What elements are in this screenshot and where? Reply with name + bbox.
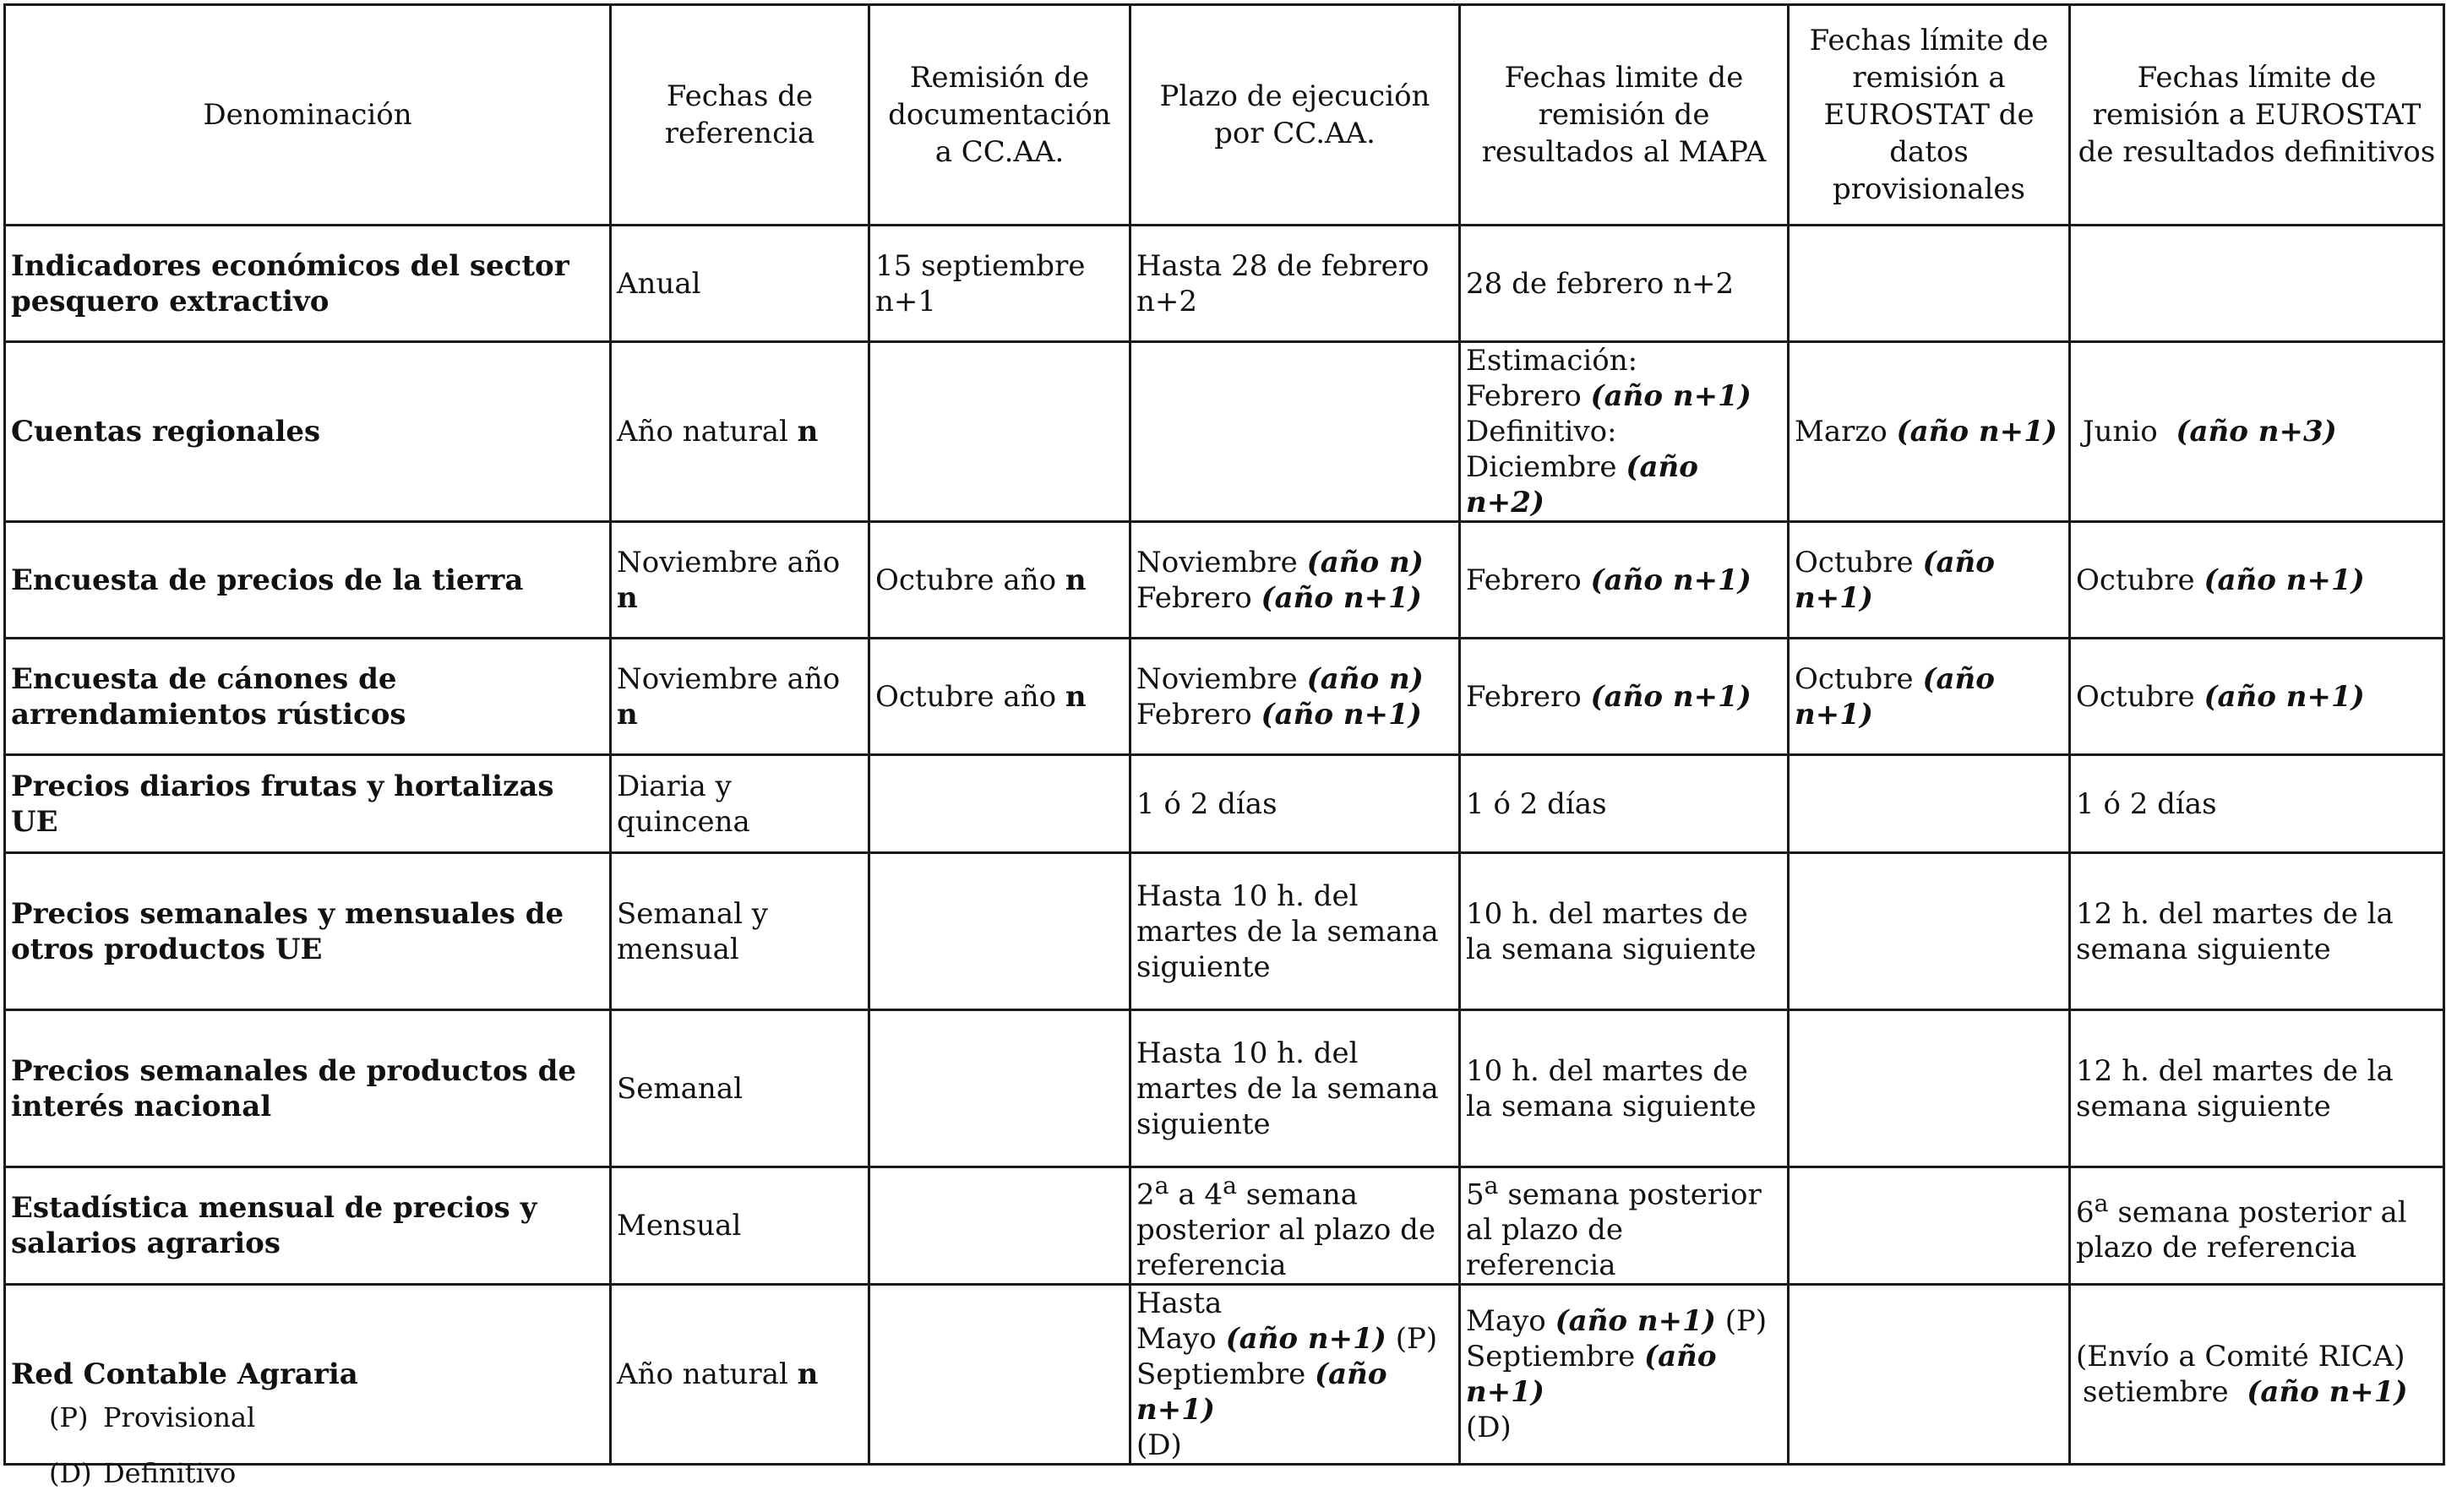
cell-prov (1789, 1285, 2070, 1465)
cell-doc: 15 septiembre n+1 (869, 226, 1130, 342)
cell-ref: Año natural n (611, 342, 869, 522)
cell-doc (869, 755, 1130, 853)
cell-plazo: Hasta 28 de febrero n+2 (1130, 226, 1460, 342)
col-header-eurostat-provisionales: Fechas límite de remisión a EUROSTAT de datos provisionales (1789, 5, 2070, 226)
table-row (5, 1167, 2444, 1285)
cell-prov: Octubre (año n+1) (1789, 522, 2070, 639)
cell-ref: Mensual (611, 1167, 869, 1285)
row-name: Cuentas regionales (5, 342, 611, 522)
cell-plazo: Noviembre (año n) Febrero (año n+1) (1130, 639, 1460, 755)
cell-plazo: Hasta 10 h. del martes de la semana siguiente (1130, 853, 1460, 1010)
cell-doc (869, 342, 1130, 522)
cell-ref: Anual (611, 226, 869, 342)
cell-doc: Octubre año n (869, 639, 1130, 755)
cell-mapa: 1 ó 2 días (1460, 755, 1789, 853)
cell-plazo: Hasta Mayo (año n+1) (P) Septiembre (año n+1) (D) (1130, 1285, 1460, 1465)
table-row (5, 1010, 2444, 1167)
row-name: Precios semanales de productos de interés nacional (5, 1010, 611, 1167)
cell-mapa: 5$^a$ semana posterior al plazo de referencia (1460, 1167, 1789, 1285)
table-row (5, 853, 2444, 1010)
header-row (5, 5, 2444, 226)
row-name: Indicadores económicos del sector pesquero extractivo (5, 226, 611, 342)
row-name: Precios semanales y mensuales de otros productos UE (5, 853, 611, 1010)
col-header-plazo-ejecucion: Plazo de ejecución por CC.AA. (1130, 5, 1460, 226)
cell-ref: Semanal (611, 1010, 869, 1167)
col-header-fechas-referencia: Fechas de referencia (611, 5, 869, 226)
cell-mapa: 10 h. del martes de la semana siguiente (1460, 1010, 1789, 1167)
cell-doc: Octubre año n (869, 522, 1130, 639)
row-name: Estadística mensual de precios y salarios agrarios (5, 1167, 611, 1285)
row-name: Precios diarios frutas y hortalizas UE (5, 755, 611, 853)
cell-def: (Envío a Comité RICA) setiembre (año n+1) (2070, 1285, 2444, 1465)
cell-def: Octubre (año n+1) (2070, 639, 2444, 755)
row-name: Encuesta de precios de la tierra (5, 522, 611, 639)
cell-plazo: 2$^a$ a 4$^a$ semana posterior al plazo de referencia (1130, 1167, 1460, 1285)
cell-def (2070, 226, 2444, 342)
cell-mapa: 10 h. del martes de la semana siguiente (1460, 853, 1789, 1010)
cell-def: 1 ó 2 días (2070, 755, 2444, 853)
table-row (5, 226, 2444, 342)
table-row (5, 522, 2444, 639)
cell-ref: Diaria y quincena (611, 755, 869, 853)
footnote-provisional: (P) Provisional (49, 1401, 256, 1433)
cell-mapa: Estimación: Febrero (año n+1) Definitivo: Diciembre (año n+2) (1460, 342, 1789, 522)
cell-def: 6$^a$ semana posterior al plazo de referencia (2070, 1167, 2444, 1285)
table-row (5, 1285, 2444, 1465)
col-header-remision-mapa: Fechas limite de remisión de resultados al MAPA (1460, 5, 1789, 226)
cell-prov: Octubre (año n+1) (1789, 639, 2070, 755)
cell-prov (1789, 1010, 2070, 1167)
cell-ref: Año natural n (611, 1285, 869, 1465)
cell-def: 12 h. del martes de la semana siguiente (2070, 853, 2444, 1010)
cell-doc (869, 1167, 1130, 1285)
table-row (5, 639, 2444, 755)
cell-ref: Semanal y mensual (611, 853, 869, 1010)
cell-prov (1789, 755, 2070, 853)
cell-def: Junio (año n+3) (2070, 342, 2444, 522)
cell-doc (869, 1010, 1130, 1167)
cell-prov: Marzo (año n+1) (1789, 342, 2070, 522)
cell-def: Octubre (año n+1) (2070, 522, 2444, 639)
cell-def: 12 h. del martes de la semana siguiente (2070, 1010, 2444, 1167)
col-header-denominacion: Denominación (5, 5, 611, 226)
schedule-table (3, 3, 2445, 1466)
footnote-definitivo: (D) Definitivo (49, 1457, 237, 1489)
cell-mapa: 28 de febrero n+2 (1460, 226, 1789, 342)
cell-ref: Noviembre año n (611, 639, 869, 755)
cell-doc (869, 853, 1130, 1010)
cell-ref: Noviembre año n (611, 522, 869, 639)
row-name: Red Contable Agraria (5, 1285, 611, 1465)
cell-plazo: 1 ó 2 días (1130, 755, 1460, 853)
cell-prov (1789, 853, 2070, 1010)
cell-plazo: Hasta 10 h. del martes de la semana siguiente (1130, 1010, 1460, 1167)
row-name: Encuesta de cánones de arrendamientos rústicos (5, 639, 611, 755)
cell-prov (1789, 1167, 2070, 1285)
cell-prov (1789, 226, 2070, 342)
table-row (5, 342, 2444, 522)
cell-doc (869, 1285, 1130, 1465)
col-header-remision-documentacion: Remisión de documentación a CC.AA. (869, 5, 1130, 226)
cell-mapa: Mayo (año n+1) (P) Septiembre (año n+1) (D) (1460, 1285, 1789, 1465)
footnotes (49, 1401, 255, 1512)
cell-mapa: Febrero (año n+1) (1460, 639, 1789, 755)
cell-plazo (1130, 342, 1460, 522)
col-header-eurostat-definitivos: Fechas límite de remisión a EUROSTAT de resultados definitivos (2070, 5, 2444, 226)
cell-plazo: Noviembre (año n) Febrero (año n+1) (1130, 522, 1460, 639)
table-row (5, 755, 2444, 853)
cell-mapa: Febrero (año n+1) (1460, 522, 1789, 639)
